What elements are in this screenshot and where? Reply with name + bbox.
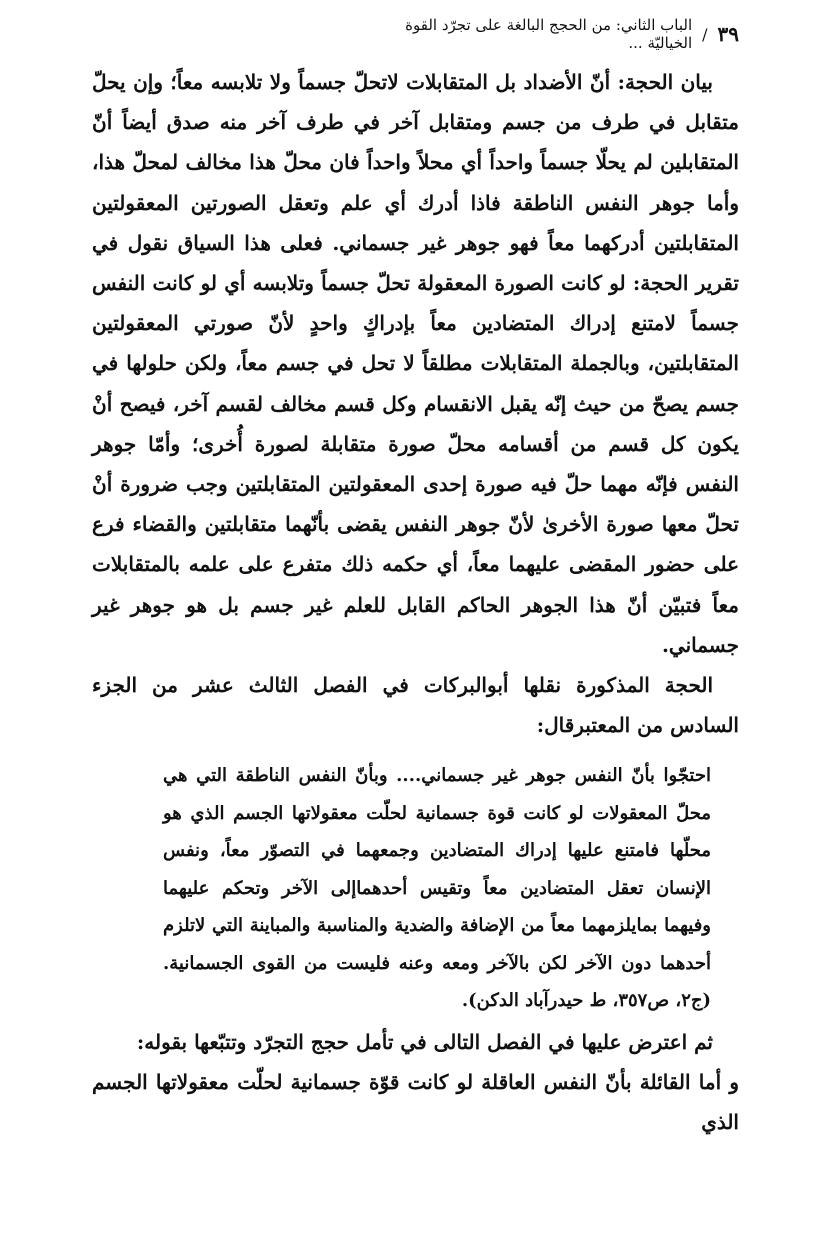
paragraph-quote-intro: الحجة المذكورة نقلها أبوالبركات في الفصل الثالث عشر من الجزء السادس من المعتبرقال: xyxy=(92,673,739,738)
paragraph-objection-intro: ثم اعترض عليها في الفصل التالى في تأمل حجج التجرّد وتتبّعها بقوله: xyxy=(136,1030,713,1054)
paragraph-argument-statement: بيان الحجة: أنّ الأضداد بل المتقابلات لاتحلّ جسماً ولا تلابسه معاً؛ وإن يحلّ متقابل في طرف من جسم ومتقابل آخر في طرف آخر منه صدق أيضاً أنّ المتقابلين لم يحلّا جسماً واحداً أي محلاً واحداً فان محلّ هذا مخالف لمحلّ هذا، وأما جوهر النفس الناطقة فاذا أدرك أي علم وتعقل الصورتين المعقولتين المتقابلتين أدركهما معاً فهو جوهر غير جسماني. فعلى هذا السياق نقول في تقرير الحجة: لو كانت الصورة المعقولة تحلّ جسماً وتلابسه أي لو كانت النفس جسماً لامتنع إدراك المتضادين معاً بإدراكٍ واحدٍ لأنّ صورتي المعقولتين المتقابلتين، وبالجملة المتقابلات مطلقاً لا تحل في جسم معاً، ولكن حلولها في جسم يصحّ من حيث إنّه يقبل الانقسام وكل قسم مخالف لقسم آخر، فيصح أنْ يكون كل قسم من أقسامه محلّ صورة متقابلة لصورة أُخرى؛ وأمّا جوهر النفس فإنّه مهما حلّ فيه صورة إحدى المعقولتين المتقابلتين وجب ضرورة أنْ تحلّ معها صورة الأخرىٰ لأنّ جوهر النفس يقضى بأنّهما متقابلتين والقضاء فرع على حضور المقضى عليهما معاً، أي حكمه ذلك متفرع على علمه بالمتقابلات معاً فتبيّن أنّ هذا الجوهر الحاكم القابل للعلم غير جسم بل هو جوهر غير جسماني. xyxy=(92,70,739,657)
block-quote-text: احتجّوا بأنّ النفس جوهر غير جسماني.... وبأنّ النفس الناطقة التي هي محلّ المعقولات لو كانت قوة جسمانية لحلّت معقولاتها الجسم الذي هو محلّها فامتنع عليها إدراك المتضادين وجمعهما في التصوّر معاً، ونفس الإنسان تعقل المتضادين معاً وتقيس أحدهماإلى الآخر وتحكم عليهما وفيهما بمايلزمهما معاً من الإضافة والضدية والمناسبة والمباينة التي لاتلزم أحدهما دون الآخر لكن بالآخر ومعه وعنه فليست من القوى الجسمانية. (ج٢، ص٣٥٧، ط حيدرآباد الدكن). xyxy=(163,765,711,1011)
paragraph-objection-text: و أما القائلة بأنّ النفس العاقلة لو كانت قوّة جسمانية لحلّت معقولاتها الجسم الذي xyxy=(92,1070,739,1134)
running-header xyxy=(360,18,739,50)
chapter-title: الباب الثاني: من الحجج البالغة على تجرّد القوة الخياليّة ... xyxy=(405,16,693,52)
block-quote xyxy=(163,757,711,1020)
page-number: ٣٩ xyxy=(717,22,739,46)
main-text xyxy=(92,62,739,745)
continuation-text xyxy=(92,1022,739,1142)
header-separator: / xyxy=(702,24,708,44)
